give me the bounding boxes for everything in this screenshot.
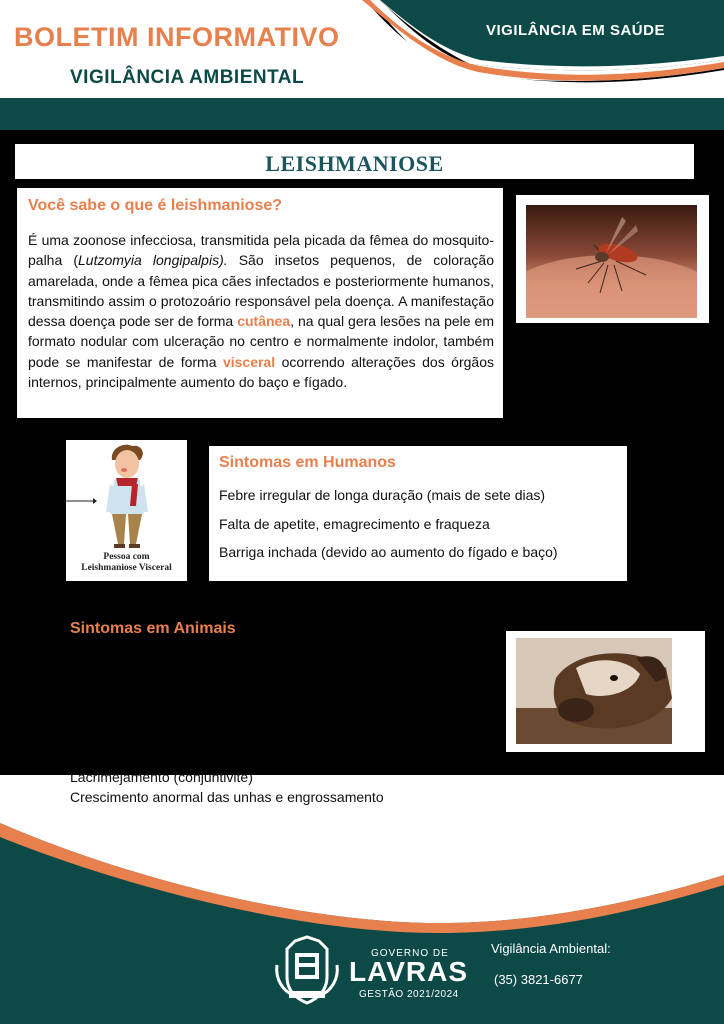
page-title-box — [15, 144, 694, 179]
human-symptoms-box — [209, 446, 627, 581]
intro-text — [28, 230, 494, 392]
mosquito-photo — [526, 205, 697, 318]
health-surveillance-label: VIGILÂNCIA EM SAÚDE — [486, 22, 665, 39]
intro-heading: Você sabe o que é leishmaniose? — [28, 197, 283, 214]
animal-symptoms-heading: Sintomas em Animais — [70, 620, 236, 637]
person-caption — [66, 552, 187, 574]
person-illustration — [66, 440, 187, 581]
gov-city-name: LAVRAS — [349, 956, 469, 987]
dog-photo — [516, 638, 672, 744]
intro-text-part: ocorrendo alterações dos órgãos internos, principalmente aumento do baço e fígado. — [28, 353, 494, 391]
person-caption-line2: Leishmaniose Visceral — [81, 563, 172, 573]
symptom-item: Febre irregular de longa duração (mais de sete dias) — [219, 487, 546, 503]
symptom-item: Falta de apetite, emagrecimento e fraqueza — [219, 516, 490, 532]
contact-phone[interactable]: (35) 3821-6677 — [494, 972, 583, 987]
symptom-item: Barriga inchada (devido ao aumento do fígado e baço) — [219, 544, 558, 560]
gov-small-label: GOVERNO DE — [371, 948, 449, 959]
bulletin-subtitle: VIGILÂNCIA AMBIENTAL — [70, 67, 305, 88]
lavras-crest-icon — [273, 935, 341, 1005]
intro-box — [17, 188, 503, 418]
animal-symptom-item: Crescimento anormal das unhas e engrossamento — [70, 789, 384, 805]
intro-text-part: São insetos pequenos, de coloração amarelada, onde a fêmea pica cães infectados e posteriormente humanos, transmitindo assim o protozoário responsável pela doença. A manifestação dessa doença pode ser de forma — [28, 252, 495, 330]
highlight-cutanea: cutânea — [237, 313, 291, 330]
header-background — [0, 0, 724, 130]
intro-text-part: É uma zoonose infecciosa, transmitida pela picada da fêmea do mosquito-palha ( — [28, 232, 494, 269]
human-symptoms-heading: Sintomas em Humanos — [219, 454, 396, 471]
bulletin-title: BOLETIM INFORMATIVO — [14, 22, 340, 52]
person-caption-line1: Pessoa com — [103, 552, 150, 562]
animal-symptom-item: Lacrimejamento (conjuntivite) — [70, 769, 253, 785]
sick-person-icon — [66, 440, 187, 552]
page-title: LEISHMANIOSE — [265, 151, 444, 176]
gov-term: GESTÃO 2021/2024 — [359, 989, 459, 1000]
intro-text-part: , na qual gera lesões na pele em formato nodular com ulceração no centro e normalmente indolor, também pode se manifestar de forma — [28, 313, 495, 370]
highlight-visceral: visceral — [222, 353, 276, 370]
species-name: Lutzomyia longipalpis). — [78, 252, 228, 269]
contact-label: Vigilância Ambiental: — [491, 941, 611, 956]
